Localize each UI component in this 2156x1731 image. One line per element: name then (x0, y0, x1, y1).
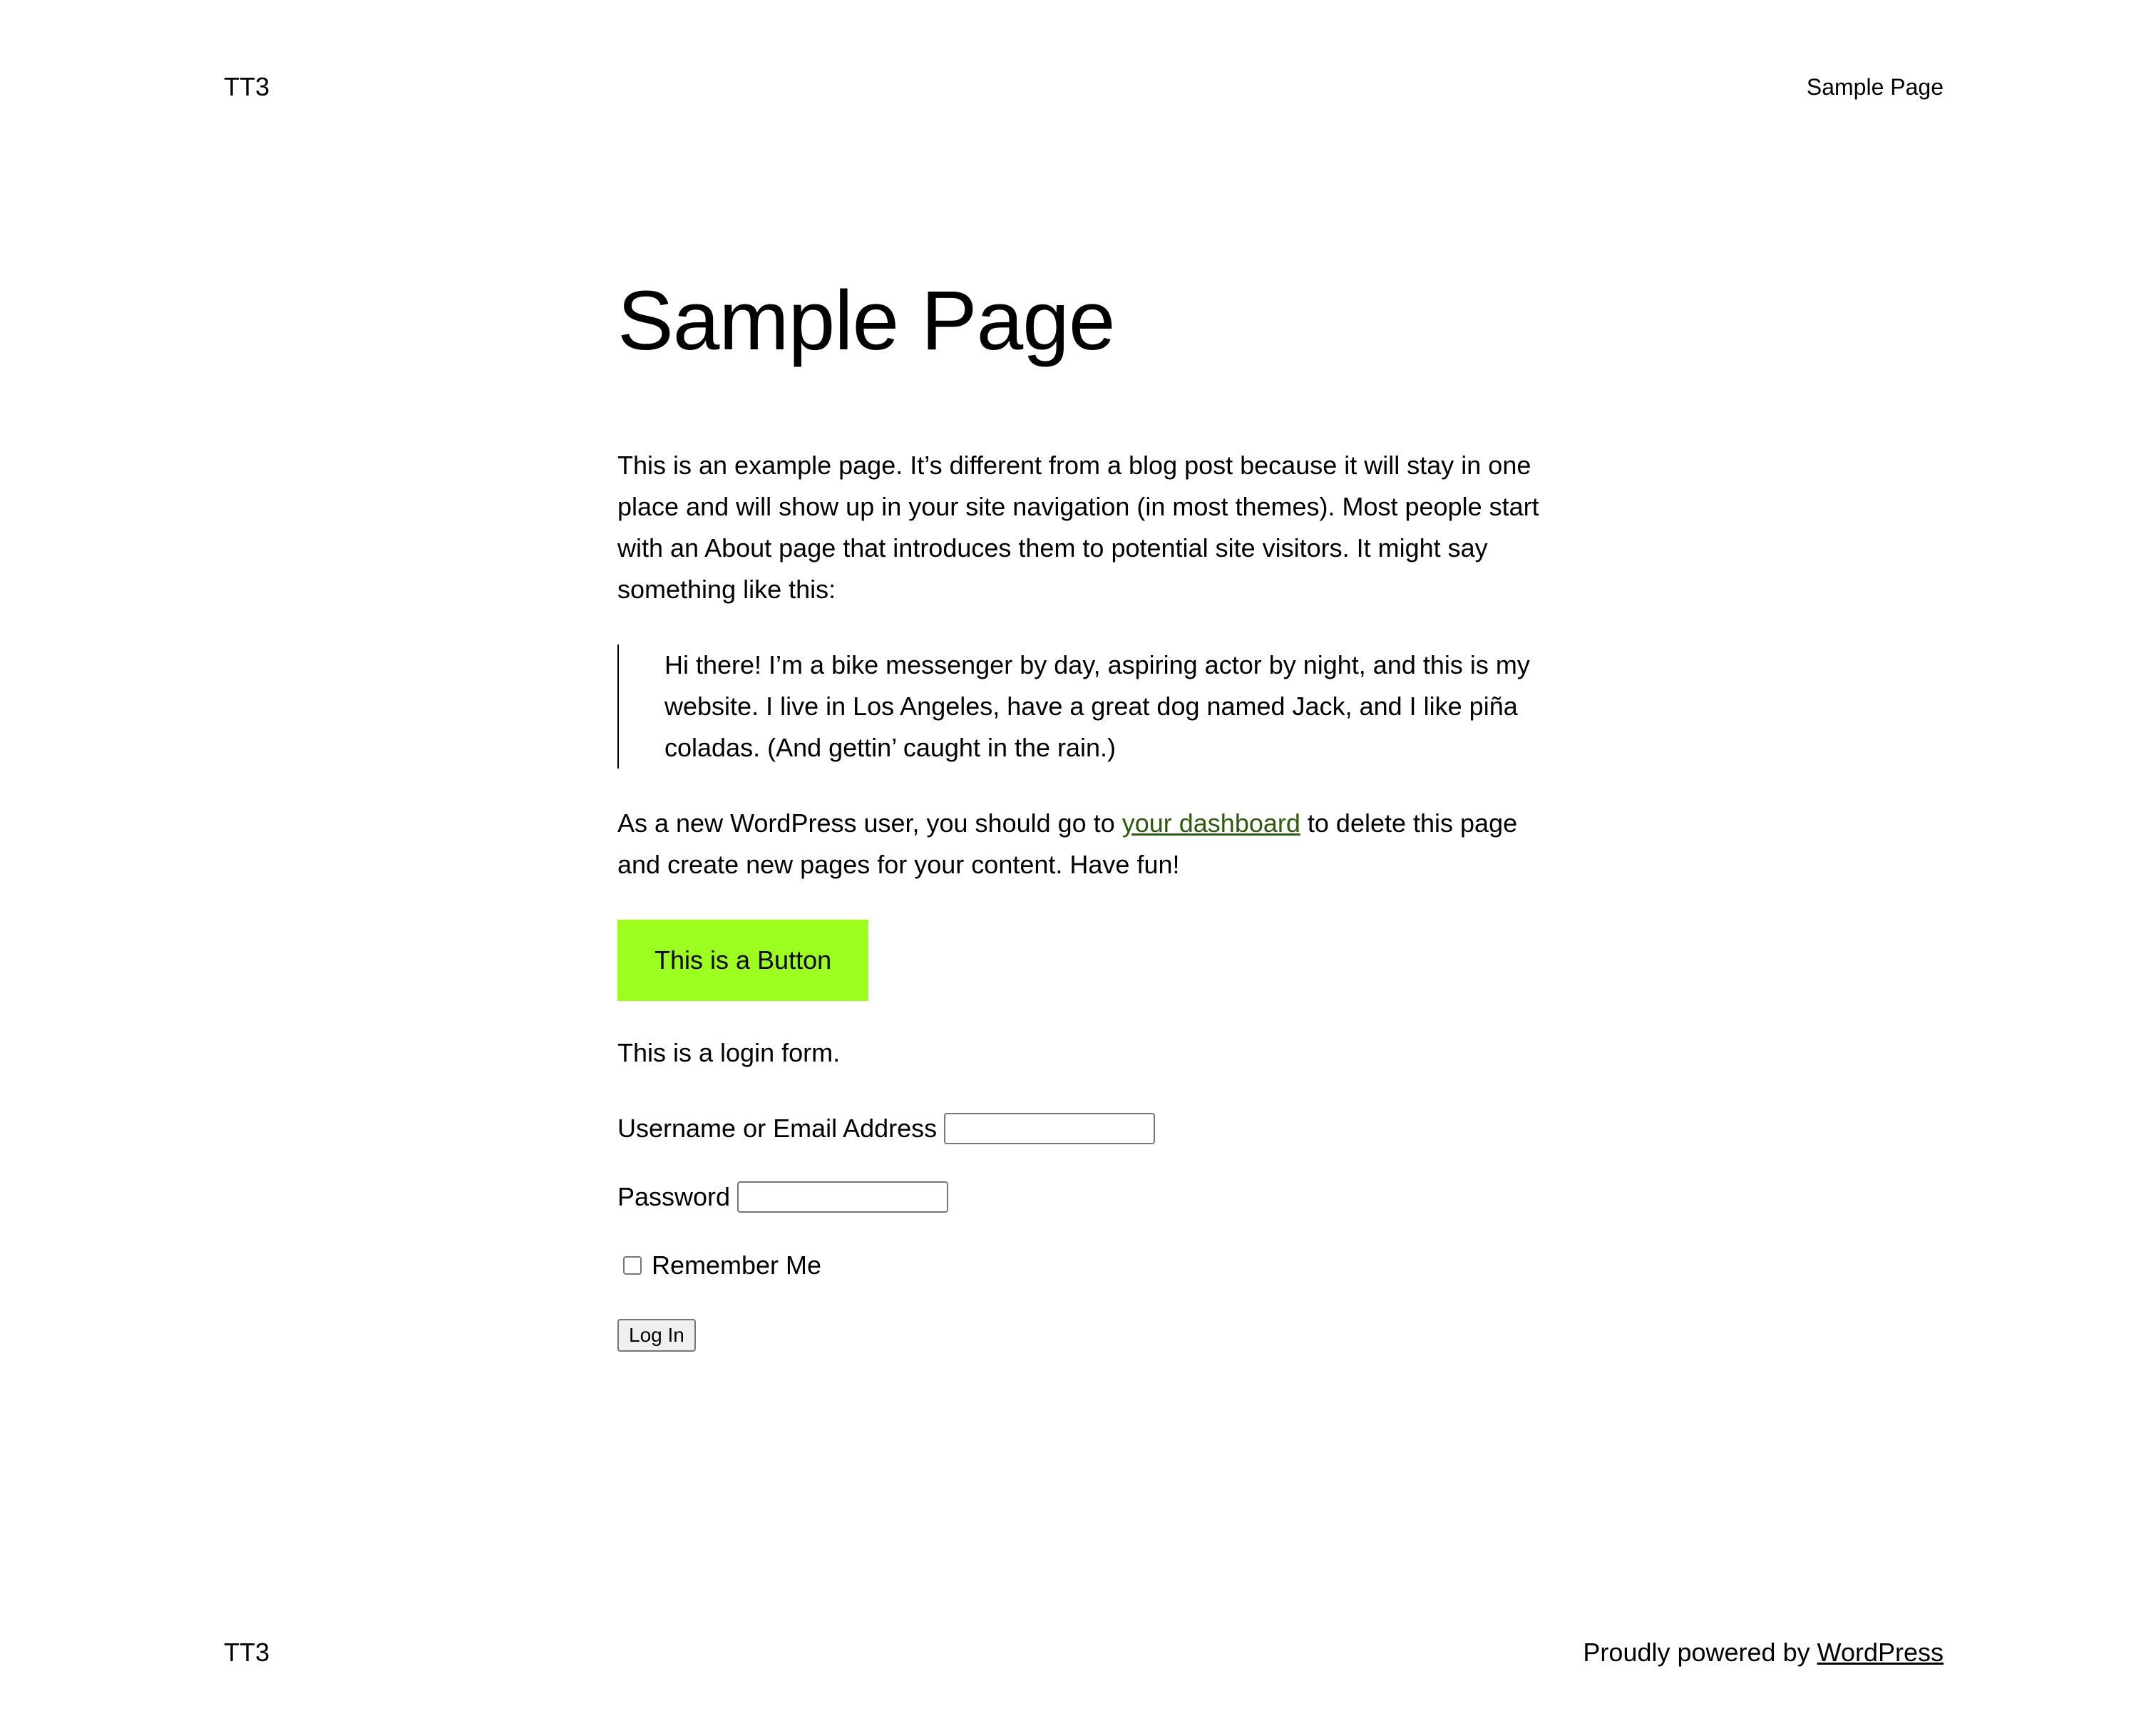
wordpress-link[interactable]: WordPress (1817, 1638, 1944, 1667)
dashboard-paragraph-before: As a new WordPress user, you should go to (617, 808, 1122, 838)
username-label: Username or Email Address (617, 1114, 938, 1143)
remember-row (617, 1248, 1559, 1283)
blockquote (617, 644, 1559, 769)
sample-button[interactable]: This is a Button (617, 920, 868, 1001)
remember-me-checkbox[interactable] (623, 1256, 642, 1275)
footer-powered-prefix: Proudly powered by (1583, 1638, 1817, 1667)
nav-item-sample-page[interactable]: Sample Page (1806, 74, 1944, 100)
site-title-link[interactable]: TT3 (224, 72, 270, 101)
quote-text: Hi there! I’m a bike messenger by day, aspiring actor by night, and this is my website. I live in Los Angeles, have a great dog named Jack, and I like piña coladas. (And gettin’ caught in the rain.) (664, 650, 1530, 762)
username-row (617, 1111, 1559, 1146)
username-input[interactable] (944, 1113, 1155, 1144)
password-input[interactable] (737, 1181, 948, 1213)
log-in-button[interactable]: Log In (617, 1319, 696, 1352)
footer-credit (1583, 1637, 1944, 1668)
login-form (617, 1111, 1559, 1352)
login-note: This is a login form. (617, 1038, 841, 1067)
password-row (617, 1179, 1559, 1215)
dashboard-link[interactable]: your dashboard (1121, 808, 1300, 838)
main-content (617, 271, 1559, 1352)
dashboard-paragraph (617, 803, 1559, 885)
dashboard-paragraph-after: to delete this page and create new pages for your content. Have fun! (617, 808, 1518, 879)
intro-paragraph: This is an example page. It’s different from a blog post because it will stay in one place and will show up in your site navigation (in most themes). Most people start with an About page that introduces them to potential site visitors. It might say something like this: (617, 451, 1539, 604)
page-title: Sample Page (617, 274, 1115, 368)
remember-me-label[interactable]: Remember Me (652, 1250, 822, 1280)
footer-site-title-link[interactable]: TT3 (224, 1638, 270, 1667)
password-label: Password (617, 1182, 731, 1211)
